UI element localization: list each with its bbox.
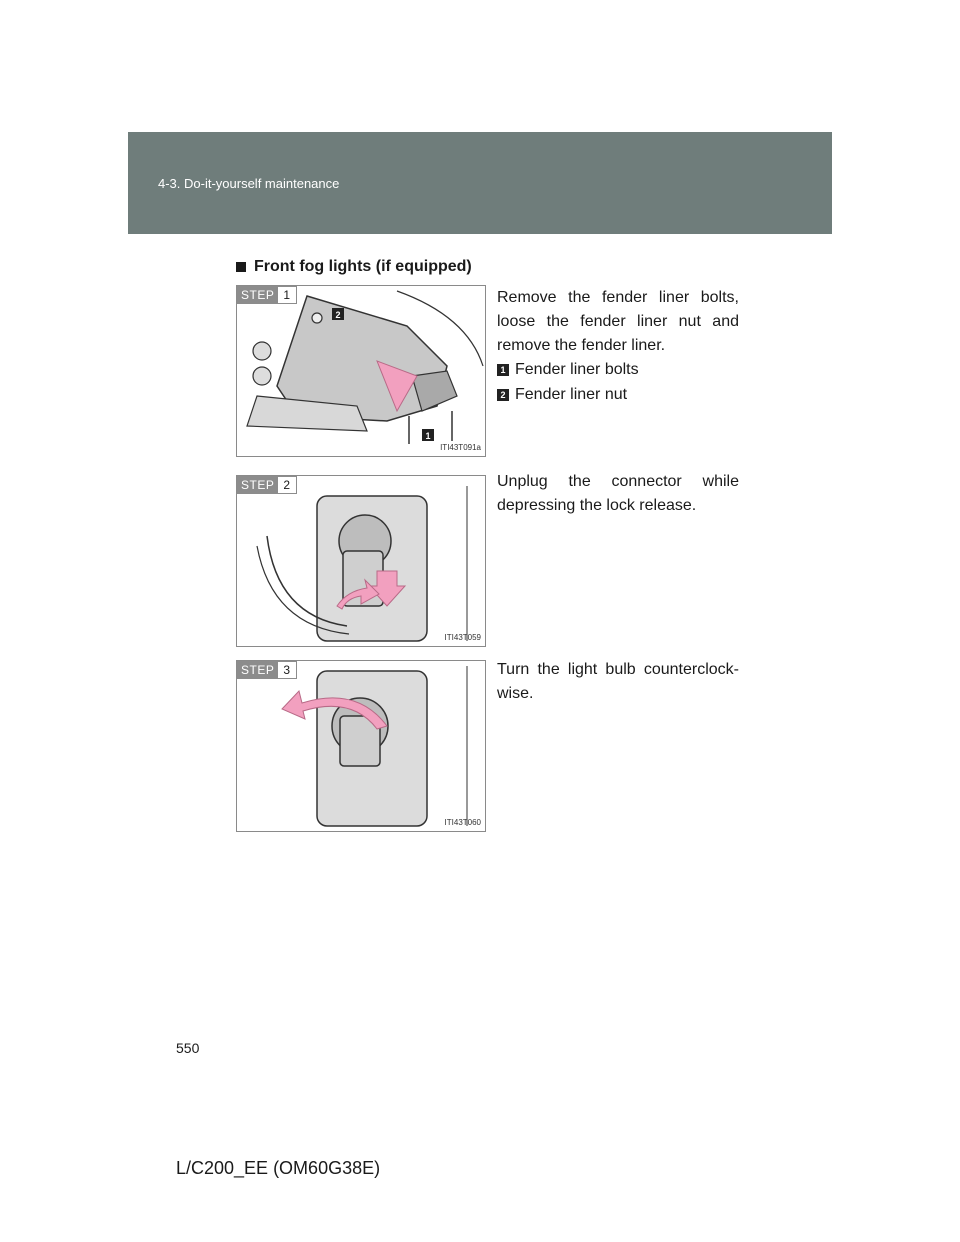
connector-illustration <box>237 476 485 646</box>
step-3-text: Turn the light bulb counterclock-wise. <box>497 661 739 702</box>
svg-text:2: 2 <box>335 310 341 320</box>
legend-label: Fender liner nut <box>515 386 628 403</box>
svg-text:1: 1 <box>425 431 431 441</box>
section-title: Front fog lights (if equipped) <box>254 258 472 275</box>
step-2-figure <box>236 475 486 647</box>
step-2-figure-code: ITI43T059 <box>444 633 481 642</box>
step-2-badge-word: STEP <box>237 476 278 494</box>
step-2-badge <box>237 476 297 494</box>
step-3-figure-code: ITI43T060 <box>444 818 481 827</box>
section-heading <box>236 258 472 276</box>
fender-liner-illustration <box>237 286 485 456</box>
step-3-figure <box>236 660 486 832</box>
section-label: 4-3. Do-it-yourself maintenance <box>158 176 340 191</box>
legend-item-fender-liner-nut <box>497 386 627 404</box>
step-2-badge-number: 2 <box>278 476 297 494</box>
step-2-text: Unplug the connector while depressing the lock release. <box>497 473 739 514</box>
legend-item-fender-liner-bolts <box>497 361 639 379</box>
page-number: 550 <box>176 1040 200 1056</box>
step-1-figure-code: ITI43T091a <box>440 443 481 452</box>
step-1-badge-word: STEP <box>237 286 278 304</box>
step-1-badge-number: 1 <box>278 286 297 304</box>
legend-label: Fender liner bolts <box>515 361 639 378</box>
step-3-badge-word: STEP <box>237 661 278 679</box>
step-1-figure <box>236 285 486 457</box>
step-1-text: Remove the fender liner bolts, loose the fender liner nut and remove the fender liner. <box>497 289 739 354</box>
bullet-square-icon <box>236 262 246 272</box>
step-3-badge <box>237 661 297 679</box>
step-3-badge-number: 3 <box>278 661 297 679</box>
step-1-badge <box>237 286 297 304</box>
document-id: L/C200_EE (OM60G38E) <box>176 1158 381 1178</box>
legend-key-2-icon: 2 <box>497 389 509 401</box>
legend-key-1-icon: 1 <box>497 364 509 376</box>
bulb-rotation-illustration <box>237 661 485 831</box>
